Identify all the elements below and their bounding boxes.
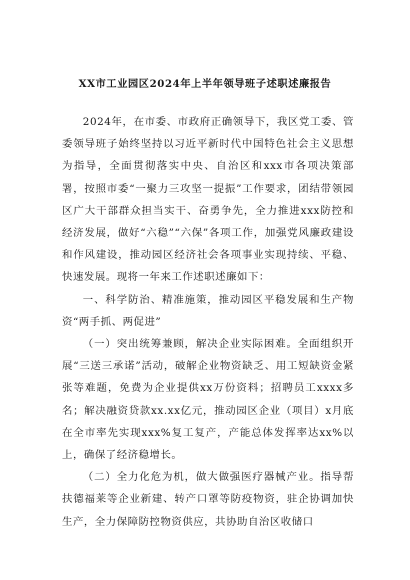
section-heading-1: 一、科学防治、精准施策，推动园区平稳发展和生产物资“两手抓、两促进” (62, 293, 354, 328)
document-body (62, 111, 354, 533)
paragraph-intro: 2024年，在市委、市政府正确领导下，我区党工委、管委领导班子始终坚持以习近平新时代中国特色社会主义思想为指导，全面贯彻落实中央、自治区和xxx市各项决策部署，按照市委“一聚力三攻坚一提振”工作要求，团结带领园区广大干部群众担当实干、奋勇争先，全力推进xxx防控和经济发展，做好“六稳”“六保”各项工作，加强党风廉政建设和作风建设，推动园区经济社会各项事业实现持续、平稳、快速发展。现将一年来工作述职述廉如下： (62, 116, 354, 284)
paragraph-subsection-2: （二）全力化危为机，做大做强医疗器械产业。指导帮扶德福莱等企业新建、转产口罩等防疫物资，驻企协调加快生产，全力保障防控物资供应，共协助自治区收储口 (62, 471, 354, 528)
document-title: XX市工业园区2024年上半年领导班子述职述廉报告 (78, 78, 332, 90)
paragraph-subsection-1: （一）突出统筹兼顾，解决企业实际困难。全面组织开展“三送三承诺”活动，破解企业物资缺乏、用工短缺资金紧张等难题，免费为企业提供xx万份资料；招聘员工xxxx多名；解决融资贷款xx.xx亿元，推动园区企业（项目）x月底在全市率先实现xxx%复工复产，产能总体发挥率达xx%以上，确保了经济稳增长。 (62, 338, 354, 462)
